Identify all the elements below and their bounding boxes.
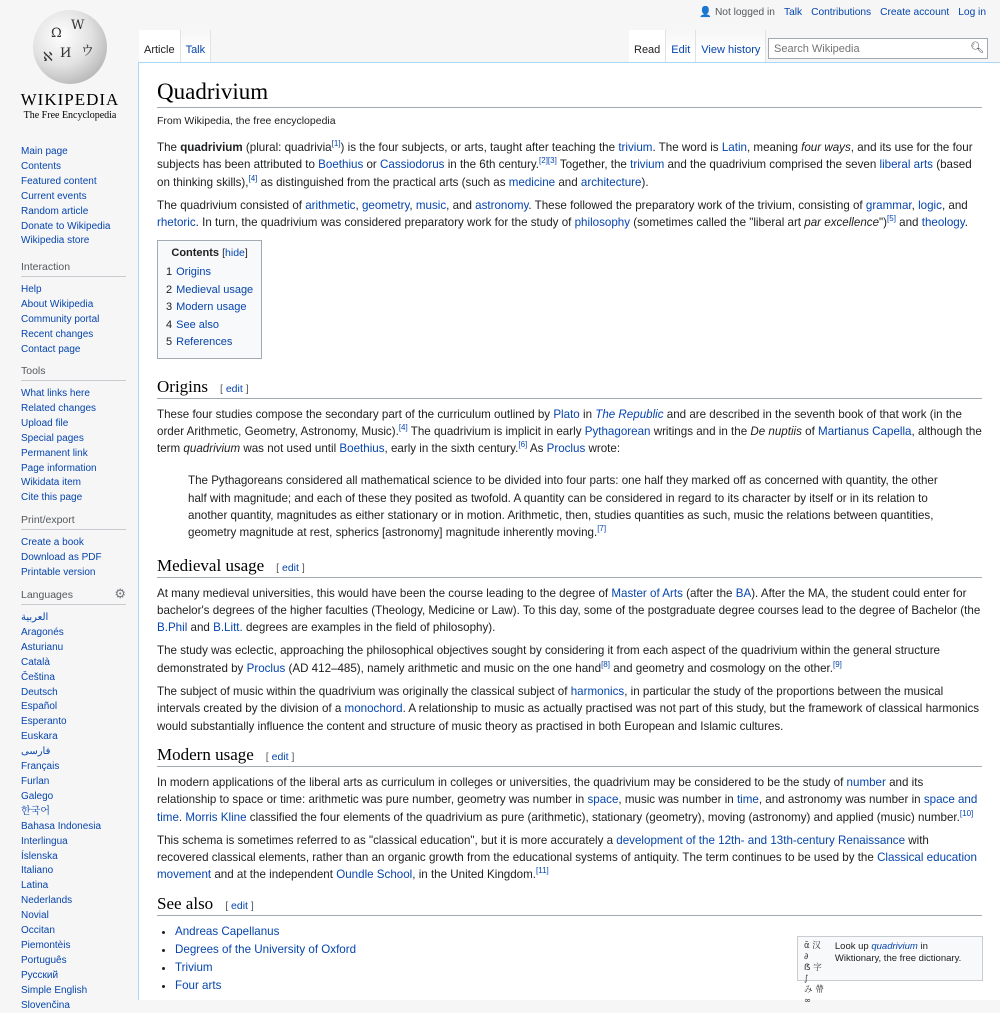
link-monochord[interactable]: monochord [344, 702, 403, 716]
sidebar-item-related-changes[interactable]: Related changes [21, 402, 97, 414]
see-also-item[interactable]: Trivium [175, 960, 213, 974]
link-music[interactable]: music [415, 198, 447, 212]
link-morris-kline[interactable]: Morris Kline [185, 810, 247, 824]
citation-link[interactable]: [4] [398, 422, 408, 432]
puzzle-globe-icon: Ω W И ウ ℵ [33, 10, 107, 84]
log-in-link[interactable]: Log in [958, 7, 986, 18]
wiktionary-link[interactable]: quadrivium [871, 941, 918, 952]
talk-link[interactable]: Talk [783, 7, 803, 18]
language-link[interactable]: Asturianu [21, 641, 64, 653]
link-theology[interactable]: theology [921, 216, 965, 230]
user-icon: 👤 [699, 7, 713, 18]
link-latin[interactable]: Latin [721, 141, 747, 154]
language-link[interactable]: Piemontèis [21, 939, 71, 951]
language-link[interactable]: Deutsch [21, 686, 58, 698]
link-space-and-time[interactable]: space and time [157, 793, 978, 824]
sidebar-navigation [0, 145, 138, 249]
wikipedia-logo[interactable] [20, 10, 120, 122]
section-heading-see-also: See also [ edit ] [157, 894, 982, 916]
section-heading-modern-usage: Modern usage [ edit ] [157, 745, 982, 767]
wiktionary-logo-icon: ᾱ 汉 ∂ ẞ 字 ∫ み 帶 ∞ [804, 941, 824, 1006]
citation-link[interactable]: [9] [832, 659, 842, 669]
link-astronomy[interactable]: astronomy [475, 198, 529, 212]
link-classical-education-movement[interactable]: Classical education movement [157, 851, 977, 882]
lead-paragraph-1: The quadrivium (plural: quadrivia[1]) is the four subjects, or arts, taught after teaching the trivium. The word is Latin, meaning four ways, and its use for the four subjects has been attributed to Boethius or Cassiodorus in the 6th century.[2][3] Together, the trivium and the quadrivium comprised the seven liberal arts (based on thinking skills),[4] as distinguished from the practical arts (such as medicine and architecture). [157, 139, 973, 189]
toc-item[interactable]: 5 References [166, 336, 233, 349]
language-link[interactable]: Íslenska [21, 850, 58, 862]
link-renaissance[interactable]: development of the 12th- and 13th-century Renaissance [616, 833, 906, 847]
sidebar-item-printable-version[interactable]: Printable version [21, 566, 96, 578]
sidebar-tools [0, 365, 138, 506]
personal-tools [699, 7, 986, 18]
view-tabs [629, 30, 766, 62]
sidebar-item-featured-content[interactable]: Featured content [21, 175, 97, 187]
toc-item[interactable]: 2 Medieval usage [166, 283, 254, 296]
language-link[interactable]: Català [21, 656, 50, 668]
sidebar-item-contents[interactable]: Contents [21, 160, 62, 172]
citation-link[interactable]: [2] [539, 156, 548, 166]
sidebar-item-permanent-link[interactable]: Permanent link [21, 447, 88, 459]
see-also-item[interactable]: Degrees of the University of Oxford [175, 942, 357, 956]
language-link[interactable]: Aragonés [21, 626, 64, 638]
medieval-paragraph-1: At many medieval universities, this would have been the course leading to the degree of Master of Arts (after the BA). After the MA, the student could enter for bachelor's degrees of the higher faculties (Theology, Medicine or Law). To this day, some of the postgraduate degree courses lead to the degree of Bachelor (the B.Phil and B.Litt. degrees are examples in the field of philosophy). [157, 586, 981, 635]
table-of-contents: Contents [hide] 1 Origins 2 Medieval usage 3 Modern usage 4 See also 5 References [157, 240, 262, 358]
interaction-heading: Interaction [21, 261, 126, 277]
link-ba[interactable]: BA [735, 586, 752, 600]
language-link[interactable]: 한국어 [21, 805, 50, 817]
logo-tagline: The Free Encyclopedia [23, 110, 117, 121]
sidebar-item-upload-file[interactable]: Upload file [21, 417, 69, 429]
link-trivium[interactable]: trivium [618, 141, 653, 154]
create-account-link[interactable]: Create account [880, 7, 950, 18]
tab-read[interactable]: Read [629, 30, 666, 62]
tab-edit[interactable]: Edit [666, 30, 696, 62]
language-link[interactable]: Interlingua [21, 835, 68, 847]
link-geometry[interactable]: geometry [361, 198, 410, 212]
sidebar-languages [0, 586, 138, 1013]
sidebar-item-what-links-here[interactable]: What links here [21, 388, 90, 399]
link-medicine[interactable]: medicine [508, 175, 556, 189]
citation-link[interactable]: [1] [331, 139, 341, 149]
link-proclus[interactable]: Proclus [546, 442, 586, 456]
link-boethius[interactable]: Boethius [339, 442, 385, 456]
not-logged-in-status: 👤 Not logged in [699, 7, 775, 18]
link-martianus-capella[interactable]: Martianus Capella [818, 424, 912, 438]
sidebar-item-community-portal[interactable]: Community portal [21, 313, 100, 325]
language-link[interactable]: Latina [21, 880, 49, 892]
edit-section-link[interactable]: edit [231, 899, 248, 912]
toc-hide-link[interactable]: hide [225, 247, 245, 260]
sidebar-item-cite-page[interactable]: Cite this page [21, 492, 83, 504]
tab-talk[interactable]: Talk [181, 30, 212, 62]
language-link[interactable]: Furlan [21, 775, 50, 787]
search-icon[interactable]: 🔍︎ [970, 42, 984, 54]
section-heading-origins: Origins [ edit ] [157, 377, 982, 399]
language-link[interactable]: Novial [21, 910, 49, 922]
language-link[interactable]: Português [21, 954, 67, 966]
language-link[interactable]: العربية [21, 612, 49, 623]
citation-link[interactable]: [4] [248, 173, 258, 183]
see-also-item[interactable]: Four arts [175, 978, 222, 992]
language-link[interactable]: Galego [21, 790, 54, 802]
link-master-of-arts[interactable]: Master of Arts [611, 586, 683, 600]
sidebar-item-download-pdf[interactable]: Download as PDF [21, 551, 102, 563]
link-philosophy[interactable]: philosophy [574, 216, 631, 230]
link-cassiodorus[interactable]: Cassiodorus [380, 158, 445, 172]
link-liberal-arts[interactable]: liberal arts [879, 158, 933, 172]
citation-link[interactable]: [7] [597, 524, 607, 534]
link-pythagorean[interactable]: Pythagorean [584, 424, 651, 438]
link-bphil[interactable]: B.Phil [157, 621, 188, 635]
link-oundle-school[interactable]: Oundle School [336, 868, 413, 882]
citation-link[interactable]: [3] [547, 156, 557, 166]
article-content [138, 62, 1000, 1006]
citation-link[interactable]: [6] [518, 440, 528, 450]
link-boethius[interactable]: Boethius [318, 158, 364, 172]
citation-link[interactable]: [5] [887, 214, 896, 224]
link-grammar[interactable]: grammar [865, 198, 912, 212]
sidebar-item-create-book[interactable]: Create a book [21, 537, 84, 548]
wiktionary-box [797, 936, 983, 1006]
link-trivium[interactable]: trivium [630, 158, 665, 172]
link-blitt[interactable]: B.Litt. [213, 621, 243, 635]
sidebar [0, 0, 138, 1011]
sidebar-item-current-events[interactable]: Current events [21, 190, 87, 202]
language-link[interactable]: Euskara [21, 731, 58, 743]
language-link[interactable]: Bahasa Indonesia [21, 820, 102, 832]
site-subtitle: From Wikipedia, the free encyclopedia [157, 115, 336, 127]
link-architecture[interactable]: architecture [580, 175, 642, 189]
language-link[interactable]: Nederlands [21, 895, 73, 907]
language-link[interactable]: Simple English [21, 984, 88, 996]
toc-item[interactable]: 1 Origins [166, 266, 211, 279]
link-space[interactable]: space [587, 793, 619, 807]
language-link[interactable]: Occitan [21, 925, 55, 937]
proclus-quote: The Pythagoreans considered all mathematical science to be divided into four parts: one half they marked off as concerned with quantity, the other half with magnitude; and each of these they posited as twofold. A quantity can be considered in regard to its character by itself or in its relation to another quantity, magnitudes as either stationary or in motion. Arithmetic, then, studies quantities as such, music the relations between quantities, geometry magnitude at rest, spherics [astronomy] magnitude inherently moving.[7] [188, 474, 938, 540]
link-rhetoric[interactable]: rhetoric [157, 216, 196, 230]
link-time[interactable]: time [736, 793, 759, 807]
language-link[interactable]: Italiano [21, 865, 54, 877]
lead-paragraph-2: The quadrivium consisted of arithmetic, geometry, music, and astronomy. These followed the preparatory work of the trivium, consisting of grammar, logic, and rhetoric. In turn, the quadrivium was considered preparatory work for the study of philosophy (sometimes called the "liberal art par excellence")[5] and theology. [157, 198, 968, 230]
sidebar-item-wikidata-item[interactable]: Wikidata item [21, 477, 82, 489]
toc-item[interactable]: 4 See also [166, 318, 219, 331]
language-link[interactable]: Español [21, 701, 58, 713]
link-number[interactable]: number [846, 775, 886, 789]
modern-paragraph-2: This schema is sometimes referred to as "classical education", but it is more accurately a development of the 12th- and 13th-century Renaissance with recovered classical elements, rather than an organic growth from the educational systems of antiquity. The term continues to be used by the Classical education movement and at the independent Oundle School, in the United Kingdom.[11] [157, 833, 977, 882]
sidebar-item-random-article[interactable]: Random article [21, 205, 89, 217]
citation-link[interactable]: [11] [536, 866, 549, 876]
origins-paragraph: These four studies compose the secondary part of the curriculum outlined by Plato in The Republic and are described in the seventh book of that work (in the order Arithmetic, Geometry, Astronomy, Music).[4] The quadrivium is implicit in early Pythagorean writings and in the De nuptiis of Martianus Capella, although the term quadrivium was not used until Boethius, early in the sixth century.[6] As Proclus wrote: [157, 407, 982, 456]
page-title: Quadrivium [157, 79, 982, 108]
tab-article[interactable]: Article [139, 30, 181, 62]
link-plato[interactable]: Plato [553, 407, 580, 421]
citation-link[interactable]: [8] [601, 659, 610, 669]
sidebar-print-export [0, 514, 138, 581]
link-the-republic[interactable]: The Republic [595, 407, 664, 421]
sidebar-item-recent-changes[interactable]: Recent changes [21, 328, 94, 340]
language-link[interactable]: Čeština [21, 671, 55, 683]
sidebar-item-store[interactable]: Wikipedia store [21, 235, 90, 247]
language-link[interactable]: Français [21, 761, 60, 773]
print-export-heading: Print/export [21, 514, 126, 530]
edit-section-link[interactable]: edit [282, 561, 299, 574]
tab-view-history[interactable]: View history [696, 30, 766, 62]
medieval-paragraph-2: The study was eclectic, approaching the philosophical objectives sought by considering it from each aspect of the quadrivium within the general structure demonstrated by Proclus (AD 412–485), namely arithmetic and music on the one hand[8] and geometry and cosmology on the other.[9] [157, 644, 941, 675]
link-harmonics[interactable]: harmonics [570, 685, 625, 699]
search-input[interactable] [768, 38, 988, 59]
citation-link[interactable]: [10] [959, 808, 974, 818]
toc-title: Contents [171, 247, 220, 260]
sidebar-item-about[interactable]: About Wikipedia [21, 298, 94, 310]
language-link[interactable]: Русский [21, 969, 59, 981]
medieval-paragraph-3: The subject of music within the quadrivium was originally the classical subject of harmonics, in particular the study of the proportions between the musical intervals created by the division of a monochord. A relationship to music as actually practised was not part of this study, but the framework of classical harmonics would substantially influence the content and structure of music theory as practised in both European and Islamic cultures. [157, 685, 980, 733]
link-logic[interactable]: logic [918, 198, 942, 212]
sidebar-item-special-pages[interactable]: Special pages [21, 432, 84, 444]
edit-section-link[interactable]: edit [225, 382, 243, 395]
link-proclus[interactable]: Proclus [246, 661, 286, 675]
sidebar-item-help[interactable]: Help [21, 284, 42, 295]
logo-wordmark: WIKIPEDIA [20, 90, 120, 109]
wiktionary-text: Look up quadrivium in Wiktionary, the free dictionary. [834, 941, 962, 964]
language-link[interactable]: Slovenčina [21, 999, 70, 1011]
link-arithmetic[interactable]: arithmetic [305, 198, 356, 212]
sidebar-item-page-information[interactable]: Page information [21, 462, 97, 474]
edit-section-link[interactable]: edit [271, 750, 289, 763]
sidebar-interaction [0, 261, 138, 358]
tools-heading: Tools [21, 365, 126, 381]
sidebar-item-donate[interactable]: Donate to Wikipedia [21, 220, 111, 232]
namespace-tabs [139, 30, 211, 62]
modern-paragraph-1: In modern applications of the liberal arts as curriculum in colleges or universities, the quadrivium may be considered to be the study of number and its relationship to space or time: arithmetic was pure number, geometry was number in space, music was number in time, and astronomy was number in space and time. Morris Kline classified the four elements of the quadrivium as pure (arithmetic), stationary (geometry), moving (astronomy) and applied (music) number.[10] [157, 775, 978, 824]
toc-item[interactable]: 3 Modern usage [166, 301, 247, 314]
gear-icon[interactable]: ⚙ [114, 586, 126, 601]
sidebar-item-main-page[interactable]: Main page [21, 146, 68, 157]
see-also-item[interactable]: Andreas Capellanus [175, 924, 280, 938]
languages-heading: Languages [21, 589, 73, 601]
contributions-link[interactable]: Contributions [811, 7, 872, 18]
language-link[interactable]: فارسی [21, 746, 51, 758]
sidebar-item-contact[interactable]: Contact page [21, 343, 81, 355]
section-heading-medieval-usage: Medieval usage [ edit ] [157, 556, 982, 578]
language-link[interactable]: Esperanto [21, 716, 67, 728]
